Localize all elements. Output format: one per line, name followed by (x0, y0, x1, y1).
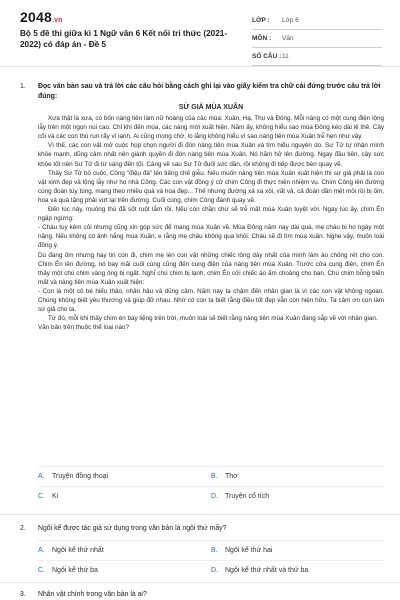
option-b[interactable] (211, 473, 384, 480)
logo-suffix: .vn (51, 17, 63, 24)
page-header (0, 0, 400, 66)
passage-paragraph: Đến lúc này, muông thú đã sốt ruột lắm rồi. Nếu còn chần chừ sẽ trễ mất mùa Xuân tuyệt vời. Ngay lúc ấy, chim Én ngập ngừng: (38, 206, 384, 223)
question-stem: Văn bản trên thuộc thể loại nào? (38, 324, 130, 332)
passage-paragraph: - Con là một cô bé hiếu thảo, nhân hậu và dũng cảm. Năm nay ta chậm đến nhân gian là vì các con vật không ngoan. Chúng không biết yêu thương và giúp đỡ nhau. Nhờ có con ta biết rằng điều tốt đẹp vẫn còn hiện hữu. Ta cảm ơn con làm sứ giả cho ta. (38, 287, 384, 314)
passage-paragraph: Thấy Sư Tử bỏ cuộc, Công "điệu đà" lên tiếng chế giễu. Nếu muốn nàng tiên mùa Xuân xuất hiện thì sứ giả phải là con vật xinh đẹp và lộng lẫy như họ nhà Công. Các con vật đồng ý cử chim Công đi thực hiện nhiệm vụ. Chim Công lên đường cùng đoàn tùy tùng, mang theo nhiều quà và hoa đẹp... Thế nhưng đường xá xa xôi, vất vả, cả đoàn dần mệt mỏi rồi bị ốm, hoa và quà tặng phải vứt lại trên đường. Cuối cùng, chim Công đành quay về. (38, 169, 384, 204)
passage-paragraph: Dù đang ốm nhưng hay tin con đi, chim mẹ lén con vặt những chiếc lông dày nhất của mình làm áo chống rét cho con. Chim Én lên đường, nó bay mãi cuối cùng cũng đến cung điện của nàng tiên mùa Xuân. Trước cửa cung điện, chim Én thấy một chú chim vàng ông bị ngất. Nghĩ chú chim bị lạnh, chim Én cởi chiếc áo ấm choàng cho bạn. Chú chim bỗng biến mất và nàng tiên mùa Xuân xuất hiện: (38, 251, 384, 286)
option-letter: B. (211, 473, 218, 480)
site-logo[interactable] (20, 9, 63, 25)
meta-value: Văn (282, 35, 294, 42)
option-a[interactable] (38, 473, 211, 480)
option-letter: A. (38, 473, 45, 480)
meta-label: SỐ CÂU : (252, 53, 282, 60)
passage-paragraph: Từ đó, mỗi khi thấy chim én bay liệng trên trời, muôn loài sẽ biết rằng nàng tiên mùa Xuân đang sắp về với nhân gian. (48, 315, 378, 323)
question-number: 3. (20, 591, 26, 598)
option-letter: A. (38, 547, 45, 554)
meta-label: LỚP : (252, 17, 270, 24)
question-prompt: Ngôi kể được tác giả sử dụng trong văn bản là ngôi thứ mấy? (38, 525, 227, 532)
passage-paragraph: - Cháu tuy kém cỏi nhưng cũng xin góp sức để mang mùa Xuân về. Mùa Đông năm nay dài quá, mẹ cháu bị ho ngày một nặng. Nếu không có ánh nắng mùa Xuân, e rằng mẹ cháu không qua khỏi. Cháu sẽ đi tìm mùa xuân. Nghe vậy, muôn loài đồng ý. (38, 224, 384, 250)
option-row (38, 540, 384, 560)
question-number: 2. (20, 525, 26, 532)
meta-label: MÔN : (252, 35, 272, 42)
option-letter: D. (211, 493, 218, 500)
option-row (38, 466, 384, 486)
header-divider (0, 66, 400, 67)
meta-row-subject (252, 30, 382, 48)
question-1-options (38, 466, 384, 506)
option-letter: C. (38, 567, 45, 574)
question-divider (0, 582, 400, 583)
option-d[interactable] (211, 567, 384, 574)
question-number: 1. (20, 83, 26, 90)
reading-passage (38, 101, 384, 332)
option-row (38, 560, 384, 580)
option-text: Truyện cổ tích (225, 493, 270, 500)
question-prompt: Nhân vật chính trong văn bản là ai? (38, 591, 147, 598)
option-text: Ngôi kể thứ hai (225, 547, 273, 554)
meta-row-grade (252, 12, 382, 30)
question-prompt: Đọc văn bản sau và trả lời các câu hỏi bằng cách ghi lại vào giấy kiểm tra chữ cái đứng trước câu trả lời đúng: (38, 83, 381, 100)
option-letter: B. (211, 547, 218, 554)
option-c[interactable] (38, 493, 211, 500)
option-b[interactable] (211, 547, 384, 554)
option-text: Thơ (225, 473, 238, 480)
option-text: Truyện đồng thoại (52, 473, 109, 480)
option-text: Ngôi kể thứ ba (52, 567, 98, 574)
option-text: Ngôi kể thứ nhất (52, 547, 104, 554)
question-divider (0, 514, 400, 515)
passage-title: SỨ GIẢ MÙA XUÂN (178, 104, 244, 111)
document-title: Bộ 5 đề thi giữa kì 1 Ngữ văn 6 Kết nối tri thức (2021-2022) có đáp án - Đề 5 (20, 29, 228, 49)
meta-value: Lớp 6 (282, 17, 299, 24)
question-2-options (38, 540, 384, 580)
passage-paragraph: Xưa thật là xưa, có bốn nàng tiên làm nữ hoàng của các mùa: Xuân, Hạ, Thu và Đông. Mỗi nàng có một cung điện lộng lẫy trên một ngọn núi cao. Chỉ khi đến mùa, các nàng mới xuất hiện. Năm ấy, không hiểu sao mùa Đông kéo dài lê thê. Cây cối và các con thú run rẩy vì lạnh. Ai cũng mong chờ, lo lắng không hiểu vì sao nàng tiên mùa Xuân trễ hẹn như vậy. (38, 115, 384, 141)
option-row (38, 486, 384, 506)
passage-paragraph: Vì thế, các con vật mở cuộc họp chọn người đi đón nàng tiên mùa Xuân và tìm hiểu nguyên do. Sư Tử tự nhận mình khỏe mạnh, dũng cảm nhất nên giành quyền đi đón nàng tiên mùa Xuân. Nó hăm hở lên đường. Ngay đầu tiên, cậy sức khỏe tốt nên Sư Tử đi từ sáng đến tối. Càng về sau Sư Tử đuối sức dần, rồi không đi tiếp được bèn quay về. (38, 142, 384, 168)
meta-row-count (252, 48, 382, 66)
option-a[interactable] (38, 547, 211, 554)
meta-value: 11 (282, 53, 289, 60)
option-text: Kí (52, 493, 59, 500)
logo-main: 2048 (20, 9, 52, 25)
option-text: Ngôi kể thứ nhất và thứ ba (225, 567, 309, 574)
option-letter: C. (38, 493, 45, 500)
option-letter: D. (211, 567, 218, 574)
option-c[interactable] (38, 567, 211, 574)
exam-meta (252, 12, 382, 66)
option-d[interactable] (211, 493, 384, 500)
